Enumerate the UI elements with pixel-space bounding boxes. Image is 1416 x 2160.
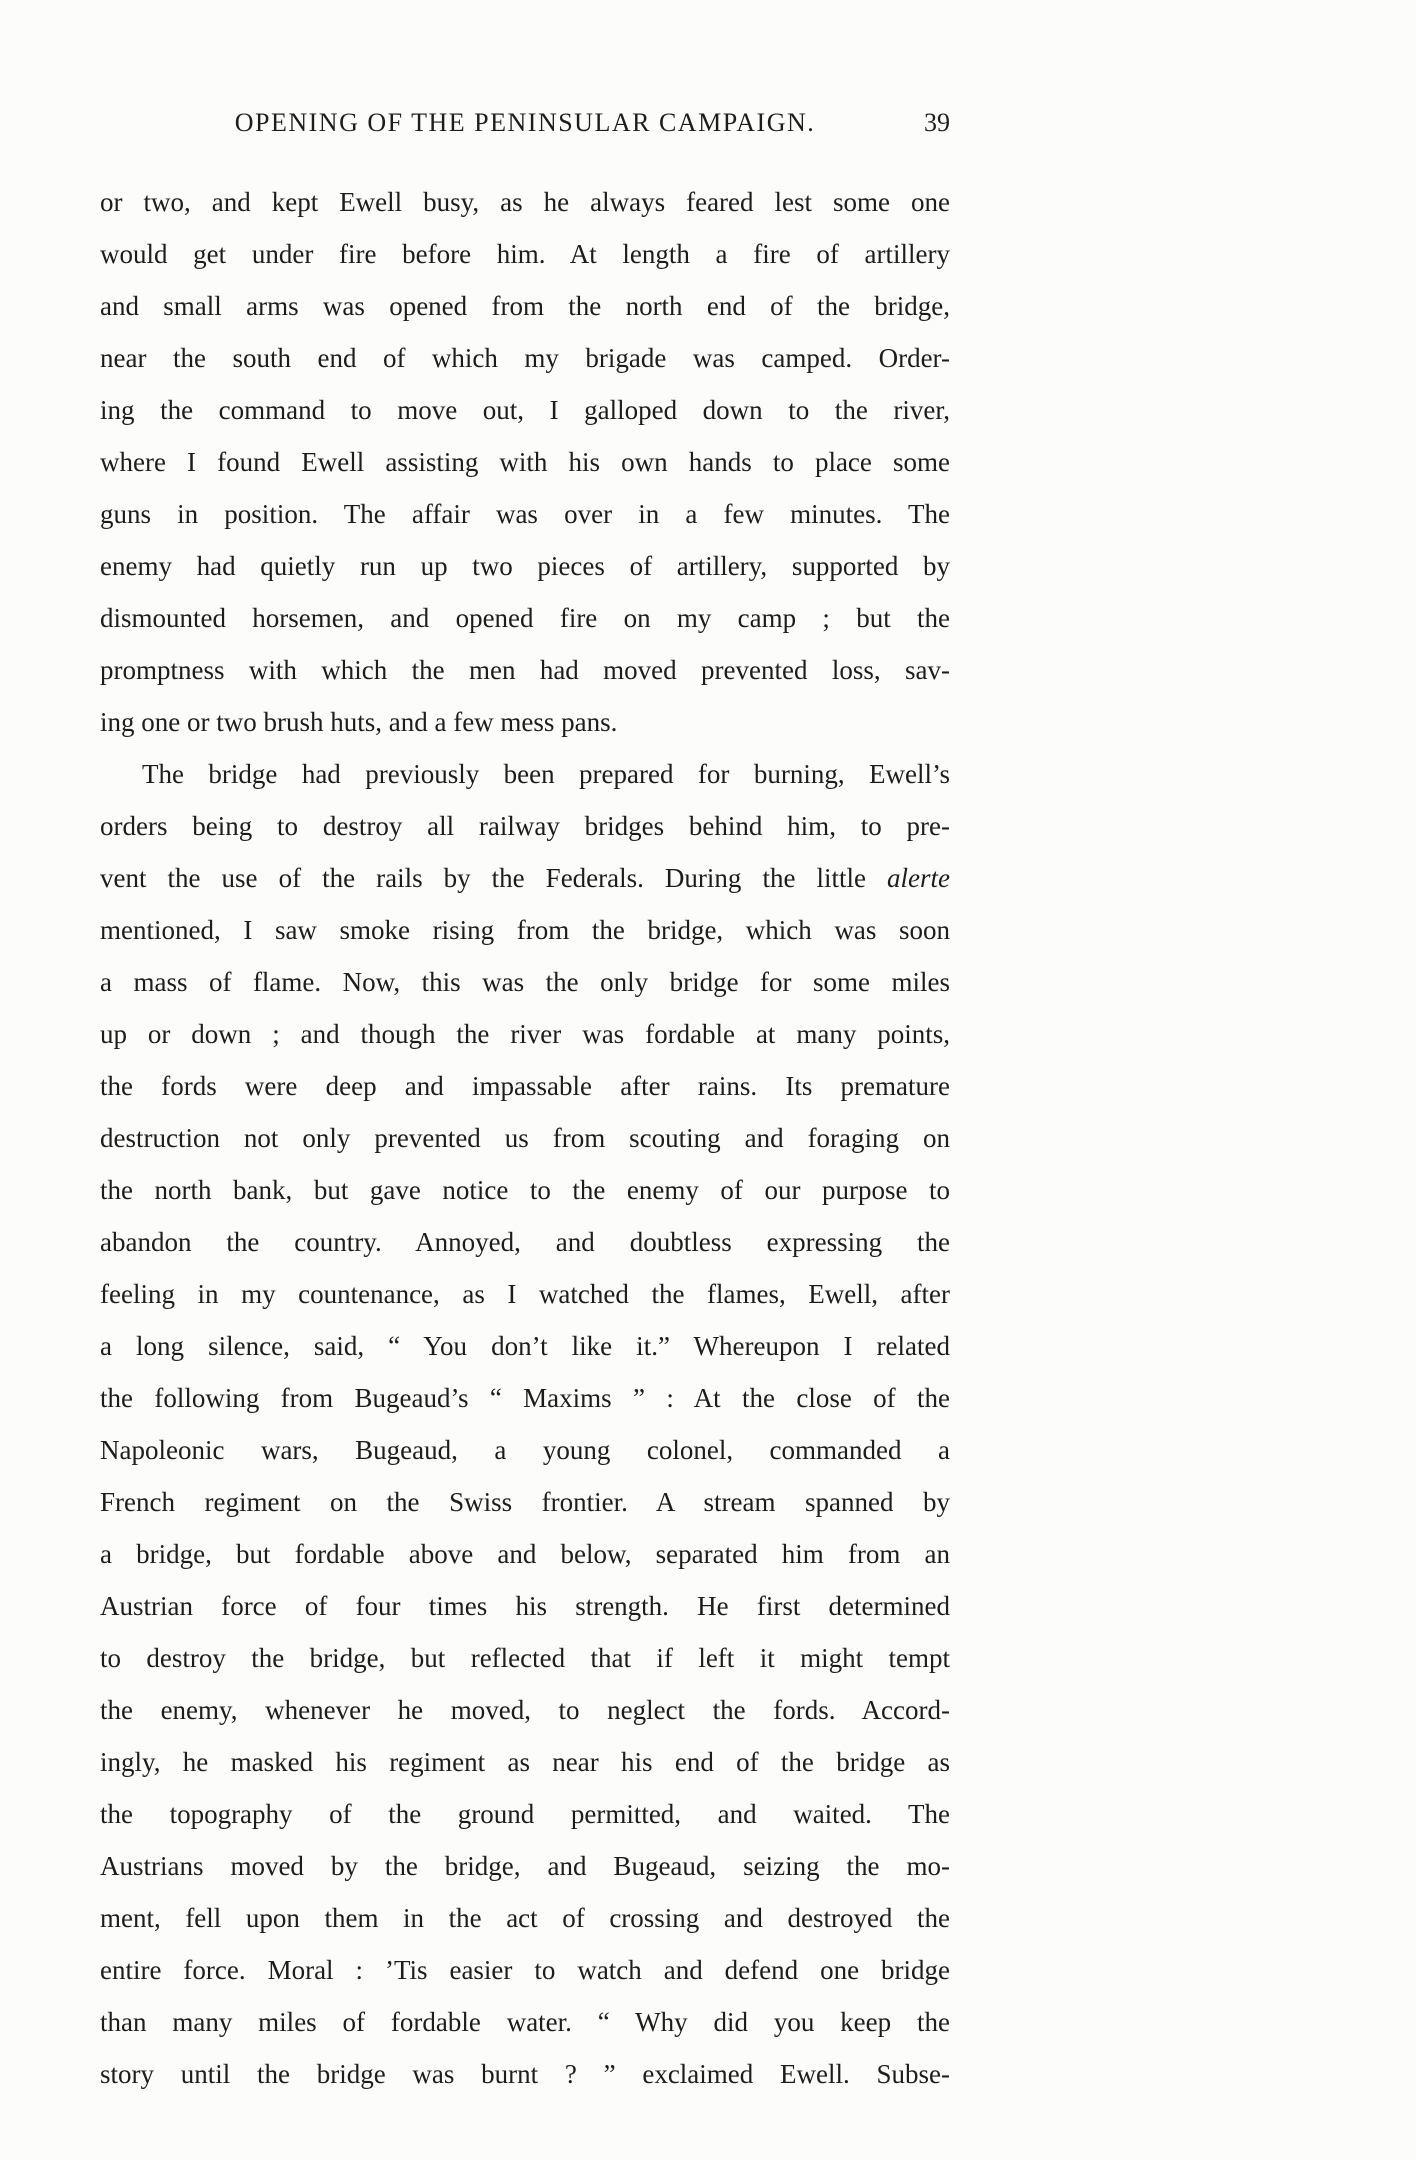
text-line: orders being to destroy all railway bridges behind him, to pre- [100, 811, 950, 841]
text-line: the following from Bugeaud’s “ Maxims ” : At the close of the [100, 1383, 950, 1413]
text-line: to destroy the bridge, but reflected that if left it might tempt [100, 1643, 950, 1673]
text-line: abandon the country. Annoyed, and doubtless expressing the [100, 1227, 950, 1257]
italic-term: alerte [887, 863, 950, 893]
text-line: near the south end of which my brigade was camped. Order- [100, 343, 950, 373]
text-line: Austrian force of four times his strength. He first determined [100, 1591, 950, 1621]
text-line: mentioned, I saw smoke rising from the bridge, which was soon [100, 915, 950, 945]
text-line: the enemy, whenever he moved, to neglect the fords. Accord- [100, 1695, 950, 1725]
page-body [100, 176, 950, 2100]
text-line: the topography of the ground permitted, and waited. The [100, 1799, 950, 1829]
text-line: where I found Ewell assisting with his own hands to place some [100, 447, 950, 477]
page-content [100, 108, 950, 2100]
text-line: and small arms was opened from the north end of the bridge, [100, 291, 950, 321]
text-line: dismounted horsemen, and opened fire on my camp ; but the [100, 603, 950, 633]
running-header-title: OPENING OF THE PENINSULAR CAMPAIGN. [234, 108, 816, 137]
text-line: destruction not only prevented us from scouting and foraging on [100, 1123, 950, 1153]
text-line: vent the use of the rails by the Federals. During the little alerte [100, 863, 950, 893]
text-line: would get under fire before him. At length a fire of artillery [100, 239, 950, 269]
text-line: guns in position. The affair was over in a few minutes. The [100, 499, 950, 529]
text-line: up or down ; and though the river was fordable at many points, [100, 1019, 950, 1049]
text-line: the north bank, but gave notice to the enemy of our purpose to [100, 1175, 950, 1205]
text-line: ing one or two brush huts, and a few mess pans. [100, 707, 618, 737]
text-line: feeling in my countenance, as I watched the flames, Ewell, after [100, 1279, 950, 1309]
text-line: ingly, he masked his regiment as near his end of the bridge as [100, 1747, 950, 1777]
text-line: ment, fell upon them in the act of crossing and destroyed the [100, 1903, 950, 1933]
text-line: promptness with which the men had moved prevented loss, sav- [100, 655, 950, 685]
page-number: 39 [924, 108, 950, 137]
text-line: Austrians moved by the bridge, and Bugeaud, seizing the mo- [100, 1851, 950, 1881]
text-line: The bridge had previously been prepared for burning, Ewell’s [142, 759, 950, 789]
text-line: Napoleonic wars, Bugeaud, a young colonel, commanded a [100, 1435, 950, 1465]
text-line: a bridge, but fordable above and below, separated him from an [100, 1539, 950, 1569]
text-line: enemy had quietly run up two pieces of artillery, supported by [100, 551, 950, 581]
text-line: story until the bridge was burnt ? ” exclaimed Ewell. Subse- [100, 2059, 950, 2089]
running-header [100, 108, 950, 148]
text-line: French regiment on the Swiss frontier. A stream spanned by [100, 1487, 950, 1517]
text-line: a long silence, said, “ You don’t like it.” Whereupon I related [100, 1331, 950, 1361]
text-line: a mass of flame. Now, this was the only bridge for some miles [100, 967, 950, 997]
text-line: entire force. Moral : ’Tis easier to watch and defend one bridge [100, 1955, 950, 1985]
text-line: than many miles of fordable water. “ Why did you keep the [100, 2007, 950, 2037]
text-line: the fords were deep and impassable after rains. Its premature [100, 1071, 950, 1101]
text-line: ing the command to move out, I galloped down to the river, [100, 395, 950, 425]
text-line: or two, and kept Ewell busy, as he always feared lest some one [100, 187, 950, 217]
